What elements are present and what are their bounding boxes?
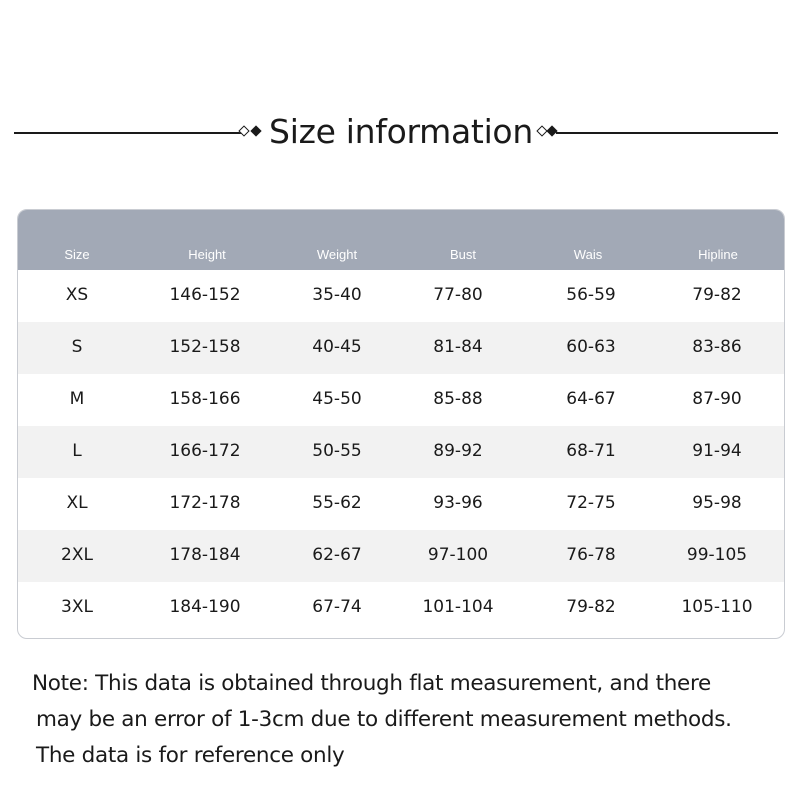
table-header [18,210,784,270]
title-row [0,108,800,156]
cell-weight: 50-55 [312,441,362,461]
title-divider-right [556,132,778,134]
table-row [18,374,784,426]
measurement-note [32,666,782,774]
cell-hipline: 83-86 [692,337,742,357]
diamond-solid-icon [250,125,261,136]
note-line-3: The data is for reference only [36,743,345,768]
header-hipline: Hipline [698,247,738,262]
cell-height: 152-158 [169,337,241,357]
cell-bust: 89-92 [433,441,483,461]
table-row [18,270,784,322]
cell-height: 172-178 [169,493,241,513]
cell-height: 158-166 [169,389,241,409]
cell-hipline: 79-82 [692,285,742,305]
cell-bust: 97-100 [427,545,489,565]
cell-bust: 101-104 [422,597,494,617]
cell-size: XS [65,285,89,305]
cell-weight: 40-45 [312,337,362,357]
cell-hipline: 91-94 [692,441,742,461]
cell-waist: 79-82 [566,597,616,617]
cell-waist: 76-78 [566,545,616,565]
cell-bust: 77-80 [433,285,483,305]
header-height: Height [188,247,226,262]
cell-bust: 93-96 [433,493,483,513]
note-line-2: may be an error of 1-3cm due to different measurement methods. [36,707,732,732]
cell-weight: 67-74 [312,597,362,617]
cell-size: S [71,337,83,357]
cell-size: 3XL [61,597,93,617]
cell-waist: 56-59 [566,285,616,305]
cell-waist: 64-67 [566,389,616,409]
cell-hipline: 95-98 [692,493,742,513]
diamond-solid-icon [546,125,557,136]
header-weight: Weight [316,247,358,262]
table-row [18,426,784,478]
table-row [18,582,784,634]
cell-size: XL [66,493,88,513]
cell-bust: 85-88 [433,389,483,409]
cell-height: 166-172 [169,441,241,461]
cell-weight: 35-40 [312,285,362,305]
cell-waist: 72-75 [566,493,616,513]
table-row [18,530,784,582]
cell-weight: 62-67 [312,545,362,565]
cell-size: 2XL [61,545,93,565]
table-row [18,478,784,530]
header-size: Size [64,247,90,262]
table-row [18,322,784,374]
cell-waist: 68-71 [566,441,616,461]
size-table [17,209,785,639]
cell-height: 146-152 [169,285,241,305]
page-title: Size information [269,112,533,151]
cell-size: L [72,441,82,461]
cell-weight: 45-50 [312,389,362,409]
cell-height: 178-184 [169,545,241,565]
cell-hipline: 99-105 [686,545,748,565]
cell-bust: 81-84 [433,337,483,357]
header-waist: Wais [573,247,603,262]
cell-weight: 55-62 [312,493,362,513]
cell-hipline: 105-110 [681,597,753,617]
title-divider-left [14,132,244,134]
header-bust: Bust [449,247,476,262]
cell-height: 184-190 [169,597,241,617]
note-line-1: Note: This data is obtained through flat measurement, and there [32,671,711,696]
cell-size: M [69,389,85,409]
diamond-outline-icon [238,125,249,136]
cell-hipline: 87-90 [692,389,742,409]
cell-waist: 60-63 [566,337,616,357]
